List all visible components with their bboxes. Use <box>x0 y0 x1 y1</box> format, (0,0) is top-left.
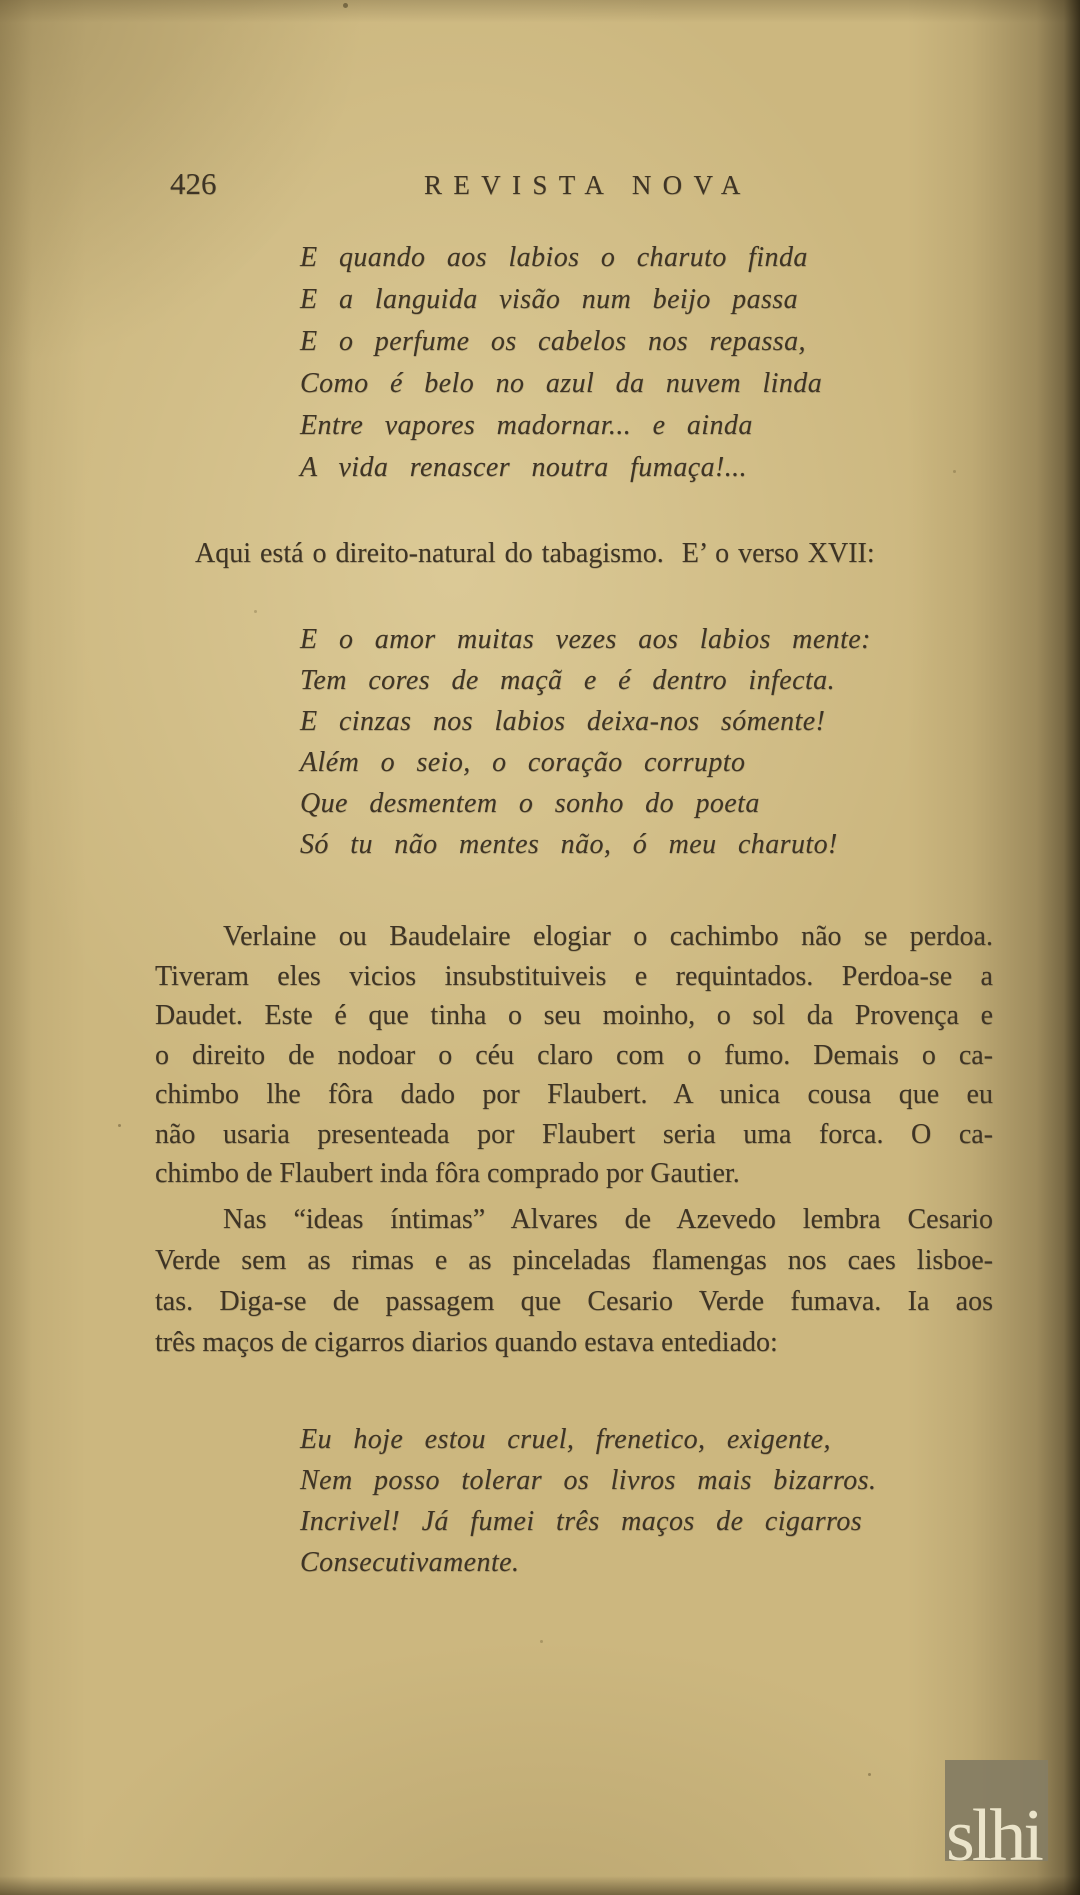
poem-line: Que desmentem o sonho do poeta <box>300 788 760 819</box>
poem-line: Nem posso tolerar os livros mais bizarros. <box>300 1465 877 1496</box>
paragraph-line: Nas “ideas íntimas” Alvares de Azevedo lembra Cesario <box>223 1204 993 1235</box>
poem-line: Como é belo no azul da nuvem linda <box>300 368 823 399</box>
paragraph-line: tas. Diga-se de passagem que Cesario Verde fumava. Ia aos <box>155 1286 993 1317</box>
poem-block-3 <box>300 1419 876 1583</box>
poem-line: Entre vapores madornar... e ainda <box>300 410 753 441</box>
paragraph-verlaine <box>155 917 993 1194</box>
paragraph-ideas-intimas <box>155 1199 993 1363</box>
poem-line: Além o seio, o coração corrupto <box>300 747 746 778</box>
paragraph-line: chimbo de Flaubert inda fôra comprado por Gautier. <box>155 1158 740 1189</box>
poem-line: A vida renascer noutra fumaça!... <box>300 452 748 483</box>
paragraph-line: Tiveram eles vicios insubstituiveis e requintados. Perdoa-se a <box>155 960 993 992</box>
poem-line: Tem cores de maçã e é dentro infecta. <box>300 665 835 696</box>
page-number: 426 <box>170 166 217 201</box>
paragraph-line: chimbo lhe fôra dado por Flaubert. A unica cousa que eu <box>155 1079 993 1110</box>
intro-sentence: Aqui está o direito-natural do tabagismo. E’ o verso XVII: <box>195 538 875 569</box>
poem-line: Consecutivamente. <box>300 1547 520 1578</box>
paragraph-line: Verlaine ou Baudelaire elogiar o cachimbo não se perdoa. <box>223 921 993 952</box>
watermark-text: slhi <box>946 1795 1041 1861</box>
poem-line: Só tu não mentes não, ó meu charuto! <box>300 829 838 860</box>
poem-line: E quando aos labios o charuto finda <box>300 242 808 273</box>
poem-line: E cinzas nos labios deixa-nos sómente! <box>300 706 826 737</box>
paper-specks <box>0 0 3 3</box>
poem-line: E o perfume os cabelos nos repassa, <box>300 326 806 357</box>
poem-block-1 <box>300 237 822 489</box>
paragraph-line: não usaria presenteada por Flaubert seria uma forca. O ca- <box>155 1118 993 1150</box>
journal-title: REVISTA NOVA <box>424 170 752 200</box>
poem-line: E a languida visão num beijo passa <box>300 284 799 315</box>
poem-line: Eu hoje estou cruel, frenetico, exigente, <box>300 1424 831 1455</box>
poem-line: Incrivel! Já fumei três maços de cigarros <box>300 1506 863 1537</box>
slhi-watermark <box>945 1760 1048 1861</box>
poem-block-2 <box>300 619 871 865</box>
paragraph-line: três maços de cigarros diarios quando estava entediado: <box>155 1327 778 1358</box>
paragraph-line: Verde sem as rimas e as pinceladas flamengas nos caes lisboe- <box>155 1245 993 1276</box>
poem-line: E o amor muitas vezes aos labios mente: <box>300 624 871 655</box>
paragraph-line: Daudet. Este é que tinha o seu moinho, o sol da Provença e <box>155 1000 993 1031</box>
paragraph-line: o direito de nodoar o céu claro com o fumo. Demais o ca- <box>155 1039 993 1071</box>
